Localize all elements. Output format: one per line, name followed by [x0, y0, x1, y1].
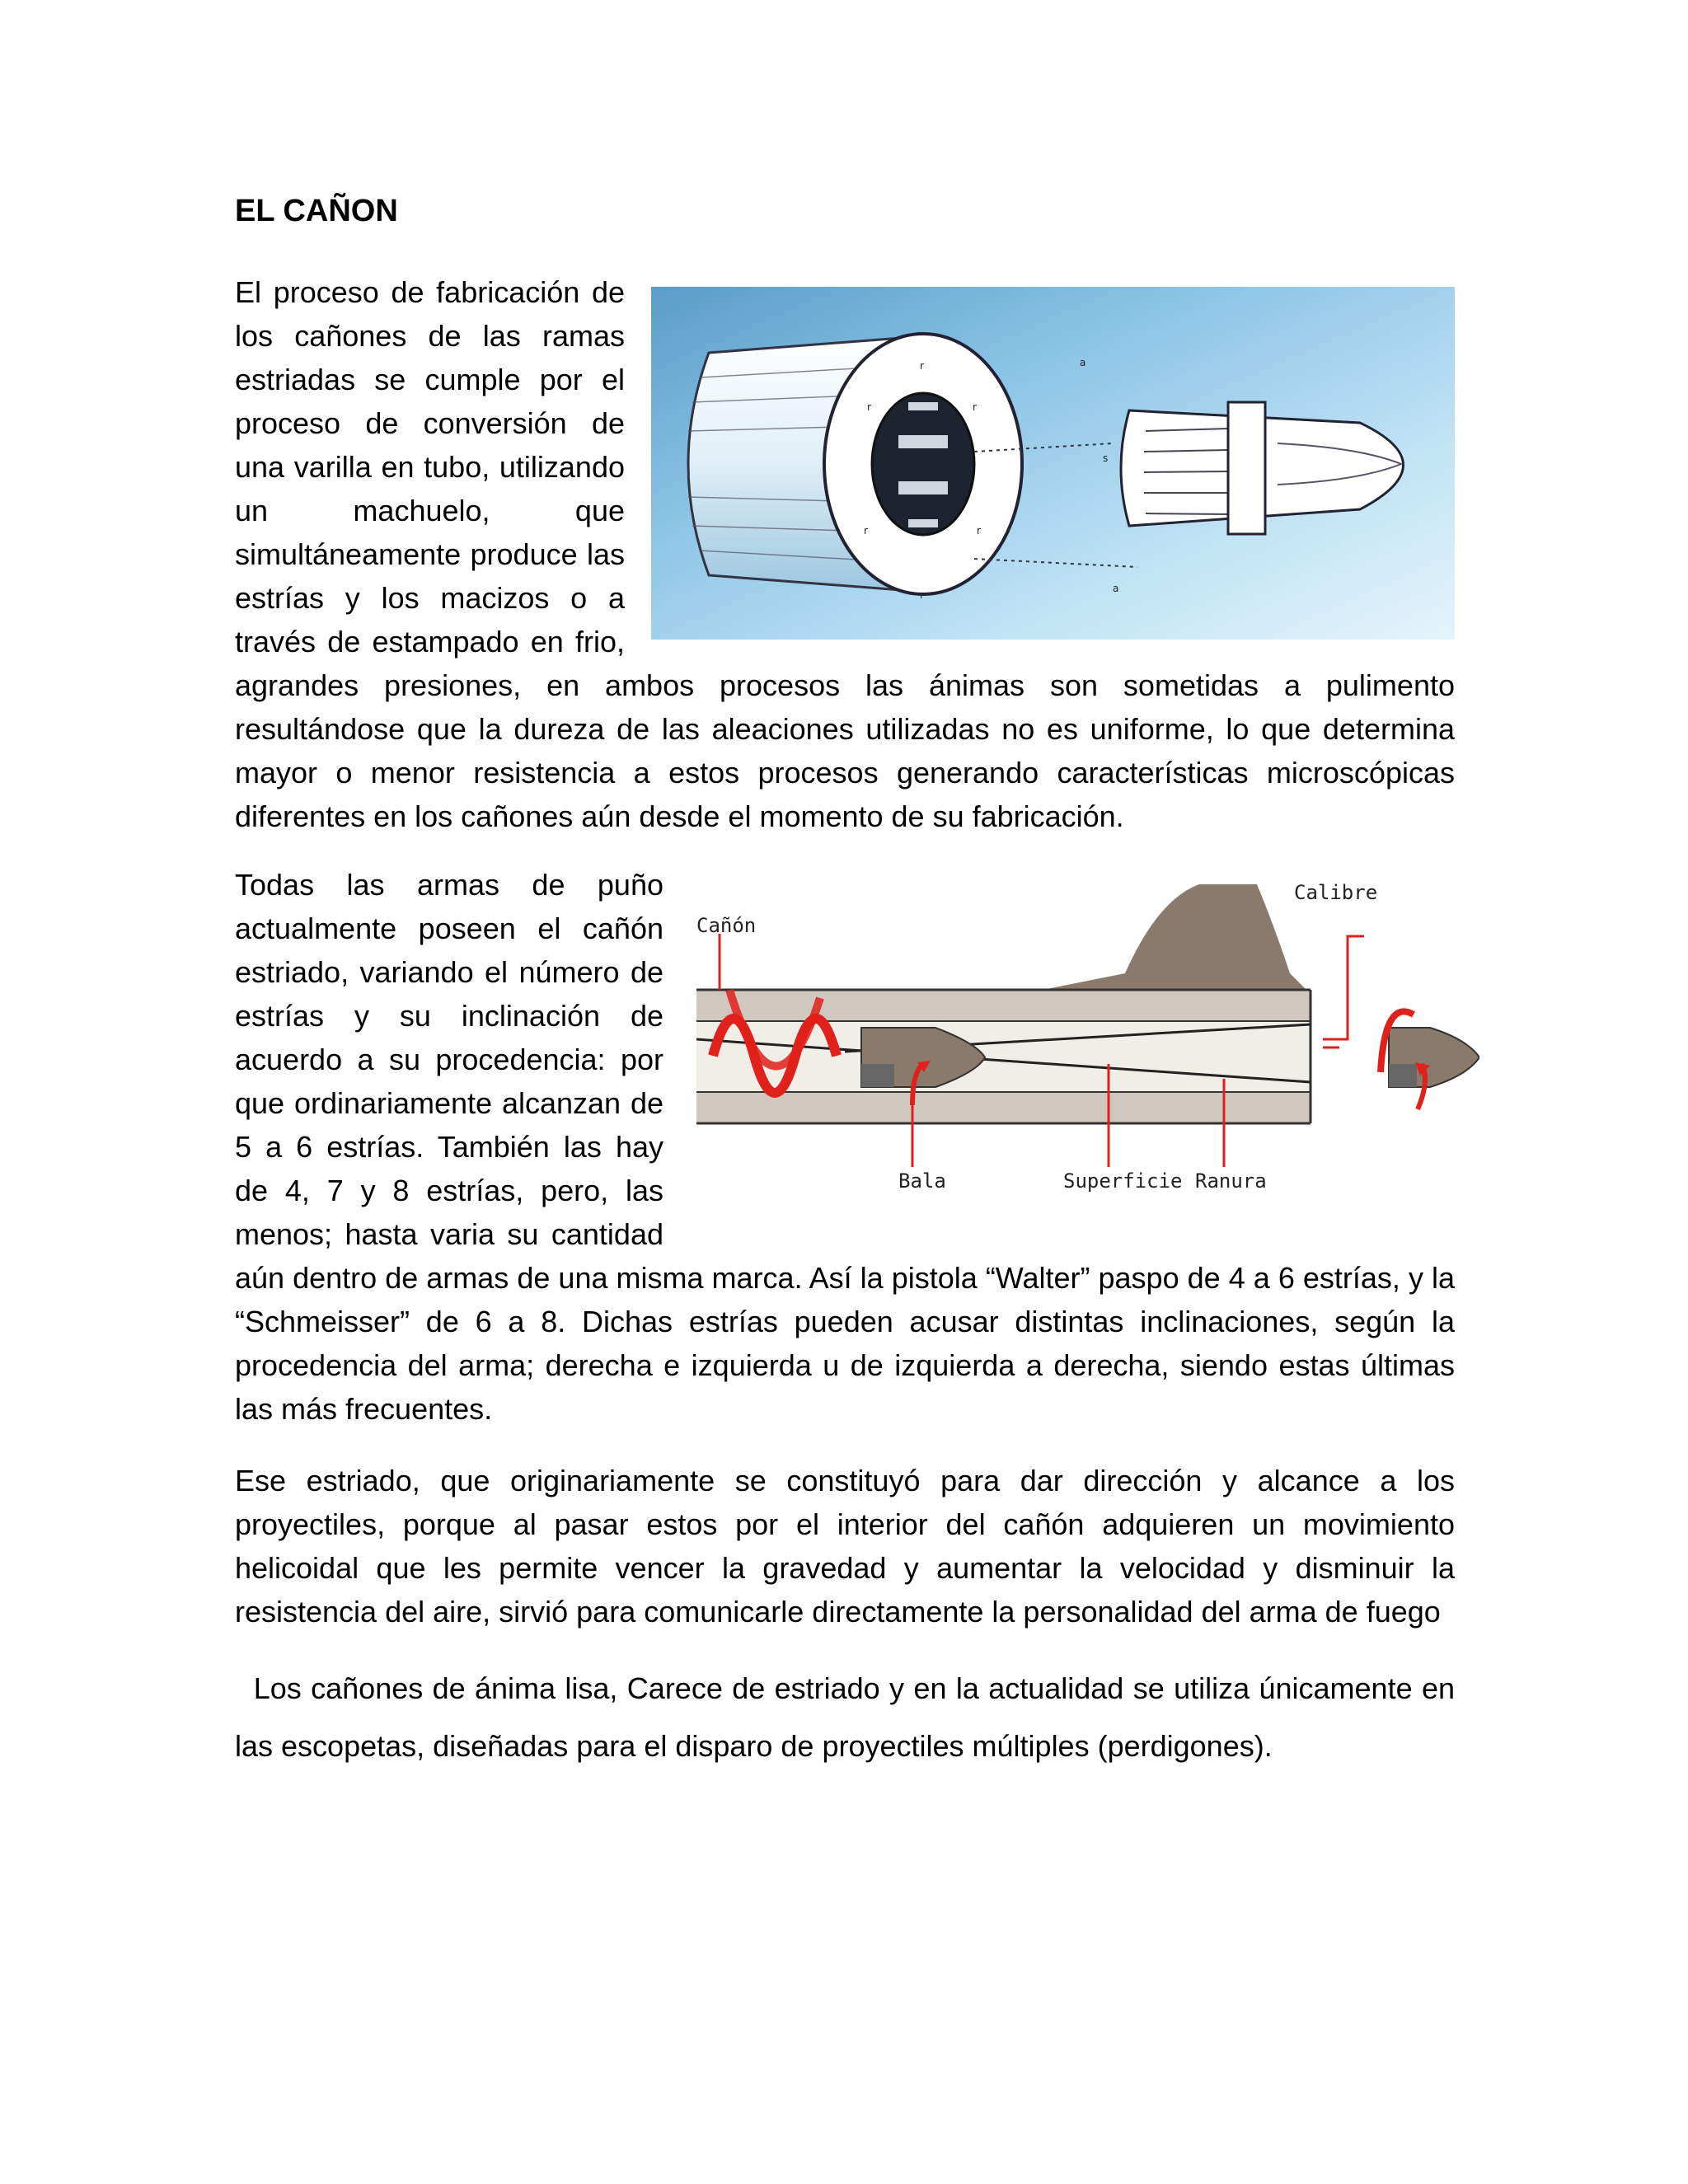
svg-text:r: r [920, 589, 924, 601]
svg-text:a: a [1113, 583, 1119, 594]
paragraph-rifling-purpose: Ese estriado, que originariamente se constituyó para dar dirección y alcance a los proyectiles, porque al pasar estos por el interior del cañón adquieren un movimiento helicoidal que les permite vencer la gravedad y aumentar la velocidad y disminuir la resistencia del aire, sirvió para comunicarle directamente la personalidad del arma de fuego [235, 1464, 1455, 1629]
svg-text:a: a [1080, 357, 1086, 368]
svg-text:s: s [1103, 452, 1109, 464]
label-ranura: Ranura [1195, 1169, 1267, 1193]
rifling-diagram-illustration [696, 874, 1479, 1237]
label-calibre: Calibre [1294, 881, 1378, 904]
paragraph-grooves: Todas las armas de puño actualmente poseen el cañón estriado, variando el número de estrías y su inclinación de acuerdo a su procedencia: por que ordinariamente alcanzan de 5 a 6 estrías. También las hay de 4, 7 y 8 estrías, pero, las menos; hasta varia su cantidad aún dentro de armas de una misma marca. Así la pistola “Walter” paspo de 4 a 6 estrías, y la “Schmeisser” de 6 a 8. Dichas estrías pueden acusar distintas inclinaciones, según la procedencia del arma; derecha e izquierda u de izquierda a derecha, siendo estas últimas las más frecuentes. [235, 868, 1455, 1426]
paragraph-smoothbore: Los cañones de ánima lisa, Carece de estriado y en la actualidad se utiliza únicamente en las escopetas, diseñadas para el disparo de proyectiles múltiples (perdigones). [235, 1671, 1455, 1763]
barrel-rifling-photo [651, 287, 1455, 640]
label-bala: Bala [898, 1169, 946, 1193]
svg-text:r: r [867, 401, 871, 413]
svg-text:r: r [864, 525, 868, 537]
document-body [235, 188, 1455, 1775]
svg-text:r: r [973, 401, 977, 413]
svg-text:r: r [977, 525, 981, 537]
page-title: EL CAÑON [235, 194, 398, 228]
barrel-diagram [696, 874, 1479, 1237]
barrel-rifling-illustration [651, 287, 1455, 640]
svg-text:r: r [920, 360, 924, 372]
label-superficie: Superficie [1063, 1169, 1183, 1193]
label-canon: Cañón [696, 914, 757, 937]
paragraph-fabrication: El proceso de fabricación de los cañones de las ramas estriadas se cumple por el proceso de conversión de una varilla en tubo, utilizando un machuelo, que simultáneamente produce las estrías y los macizos o a través de estampado en frio, agrandes presiones, en ambos procesos las ánimas son sometidas a pulimento resultándose que la dureza de las aleaciones utilizadas no es uniforme, lo que determina mayor o menor resistencia a estos procesos generando características microscópicas diferentes en los cañones aún desde el momento de su fabricación. [235, 275, 1455, 833]
